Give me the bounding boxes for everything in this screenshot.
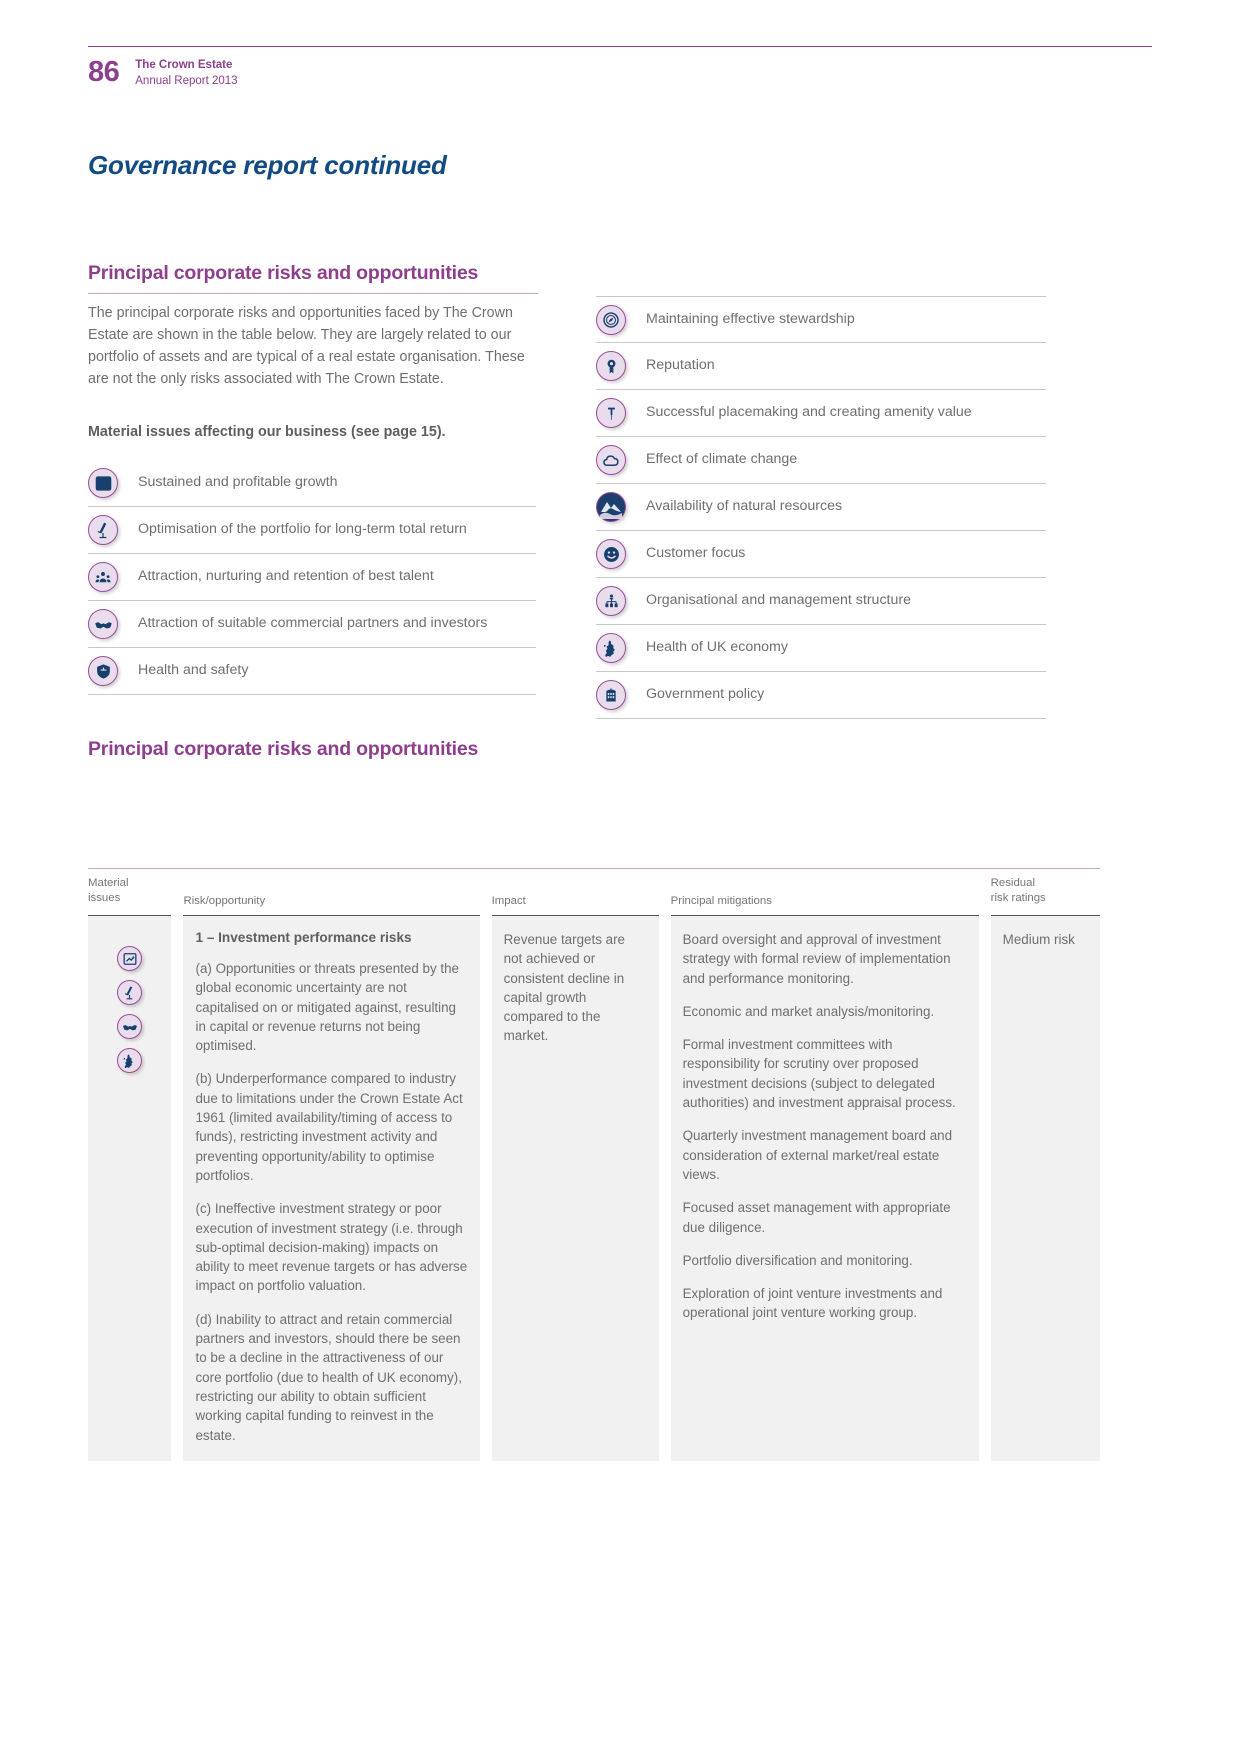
list-item-label: Organisational and management structure — [646, 592, 911, 609]
impact-paragraph: Revenue targets are not achieved or consistent decline in capital growth compared to the market. — [503, 932, 625, 1044]
table-column-risk-opportunity — [183, 868, 479, 1461]
column-header-line1: Residual — [990, 877, 1035, 889]
material-issues-list-right — [596, 296, 1046, 719]
mitigation-paragraph: Economic and market analysis/monitoring. — [682, 1003, 935, 1019]
list-item-label: Customer focus — [646, 545, 746, 562]
risk-paragraph: (c) Ineffective investment strategy or poor execution of investment strategy (i.e. through sub-optimal decision-making) impacts on ability to meet revenue targets or has adverse impact on portfolio valuation. — [195, 1201, 468, 1294]
page-title: Governance report continued — [88, 150, 447, 180]
header-titles — [135, 54, 237, 89]
mitigation-paragraph: Portfolio diversification and monitoring. — [682, 1252, 913, 1268]
list-item-label: Maintaining effective stewardship — [646, 310, 855, 327]
mitigation-paragraph: Formal investment committees with responsibility for scrutiny over proposed investment decisions (subject to delegated authorities) and investment appraisal process. — [682, 1037, 956, 1111]
mitigation-paragraph: Quarterly investment management board and consideration of external market/real estate views. — [682, 1128, 953, 1182]
list-item[interactable] — [88, 648, 536, 695]
column-spacer — [171, 868, 183, 1461]
header-divider — [88, 46, 1152, 47]
list-item[interactable] — [596, 437, 1046, 484]
column-header-material-issues — [88, 868, 171, 916]
risk-paragraph: (d) Inability to attract and retain commercial partners and investors, should there be seen to be a decline in the attractiveness of our core portfolio (due to health of UK economy), restricting our ability to obtain sufficient working capital funding to reinvest in the estate. — [195, 1311, 462, 1443]
list-item-label: Attraction, nurturing and retention of best talent — [138, 568, 434, 585]
list-item[interactable] — [596, 390, 1046, 437]
section-heading-risks: Principal corporate risks and opportunities — [88, 262, 479, 284]
column-header-residual-risk-ratings — [991, 868, 1100, 916]
section-heading-underline — [88, 293, 538, 294]
risks-table — [88, 868, 1100, 1461]
telescope-icon — [117, 980, 142, 1005]
risk-row-title: 1 – Investment performance risks — [195, 930, 412, 945]
org-chart-icon — [596, 586, 626, 616]
list-item[interactable] — [596, 343, 1046, 390]
chart-growth-icon — [88, 468, 118, 498]
list-item[interactable] — [596, 625, 1046, 672]
list-item[interactable] — [88, 554, 536, 601]
chart-growth-icon — [117, 946, 142, 971]
material-issues-cell — [88, 916, 171, 1461]
column-header-principal-mitigations: Principal mitigations — [671, 868, 979, 916]
smiley-icon — [596, 539, 626, 569]
column-spacer — [979, 868, 991, 1461]
list-item-label: Sustained and profitable growth — [138, 474, 338, 491]
column-header-line2: issues — [88, 891, 121, 904]
list-item-label: Effect of climate change — [646, 451, 798, 468]
page-header — [88, 54, 238, 89]
government-building-icon — [596, 680, 626, 710]
telescope-icon — [88, 515, 118, 545]
list-item-label: Government policy — [646, 686, 765, 703]
principal-mitigations-cell — [671, 916, 979, 1461]
uk-map-icon — [117, 1048, 142, 1073]
list-item-label: Health of UK economy — [646, 639, 788, 656]
list-item-label: Optimisation of the portfolio for long-term total return — [138, 521, 467, 538]
table-column-residual-risk-ratings — [991, 868, 1100, 1461]
risk-paragraph: (b) Underperformance compared to industry due to limitations under the Crown Estate Act 1961 (limited availability/timing of access to funds), restricting investment activity and preventing opportunity/ability to optimise portfolios. — [195, 1071, 463, 1183]
column-header-line1: Material — [88, 877, 129, 889]
mitigation-paragraph: Board oversight and approval of investment strategy with formal review of implementation and performance monitoring. — [682, 932, 951, 986]
list-item[interactable] — [596, 296, 1046, 343]
table-column-material-issues — [88, 868, 171, 1461]
list-item-label: Attraction of suitable commercial partners and investors — [138, 615, 488, 632]
uk-map-icon — [596, 633, 626, 663]
intro-paragraph: The principal corporate risks and opportunities faced by The Crown Estate are shown in the table below. They are largely related to our portfolio of assets and are typical of a real estate organisation. These are not the only risks associated with The Crown Estate. — [88, 305, 525, 388]
impact-cell — [492, 916, 659, 1461]
material-issue-icon-stack — [100, 930, 159, 1073]
page-number: 86 — [88, 56, 120, 88]
handshake-icon — [88, 609, 118, 639]
list-item-label: Health and safety — [138, 662, 249, 679]
shield-safety-icon — [88, 656, 118, 686]
column-header-risk-opportunity: Risk/opportunity — [183, 868, 479, 916]
list-item-label: Availability of natural resources — [646, 498, 843, 515]
list-item-label: Reputation — [646, 357, 715, 374]
list-item[interactable] — [88, 601, 536, 648]
report-name: Annual Report 2013 — [135, 74, 238, 87]
material-issues-list-left — [88, 460, 536, 695]
people-group-icon — [88, 562, 118, 592]
mitigation-paragraph: Focused asset management with appropriate due diligence. — [682, 1200, 951, 1235]
risk-paragraph: (a) Opportunities or threats presented by the global economic uncertainty are not capitalised on or mitigated against, resulting in capital or revenue returns not being optimised. — [195, 961, 459, 1054]
list-item-label: Successful placemaking and creating amenity value — [646, 404, 972, 421]
cloud-icon — [596, 445, 626, 475]
map-pin-icon — [596, 398, 626, 428]
table-column-impact — [492, 868, 659, 1461]
column-header-line2: risk ratings — [990, 891, 1046, 904]
compass-icon — [596, 305, 626, 335]
column-spacer — [480, 868, 492, 1461]
mitigation-paragraph: Exploration of joint venture investments and operational joint venture working group. — [682, 1286, 943, 1321]
residual-risk-rating-cell — [991, 916, 1100, 1461]
list-item[interactable] — [88, 507, 536, 554]
list-item[interactable] — [596, 484, 1046, 531]
list-item[interactable] — [596, 672, 1046, 719]
section-heading-table: Principal corporate risks and opportunities — [88, 738, 479, 760]
list-item[interactable] — [596, 531, 1046, 578]
organisation-name: The Crown Estate — [135, 59, 233, 71]
mountain-icon — [596, 492, 626, 522]
column-header-impact: Impact — [492, 868, 659, 916]
table-column-principal-mitigations — [671, 868, 979, 1461]
list-item[interactable] — [596, 578, 1046, 625]
handshake-icon — [117, 1014, 142, 1039]
risk-opportunity-cell — [183, 916, 479, 1461]
column-spacer — [659, 868, 671, 1461]
material-issues-note: Material issues affecting our business (see page 15). — [88, 424, 446, 440]
rosette-icon — [596, 351, 626, 381]
list-item[interactable] — [88, 460, 536, 507]
status-badge: Medium risk — [1002, 932, 1075, 947]
